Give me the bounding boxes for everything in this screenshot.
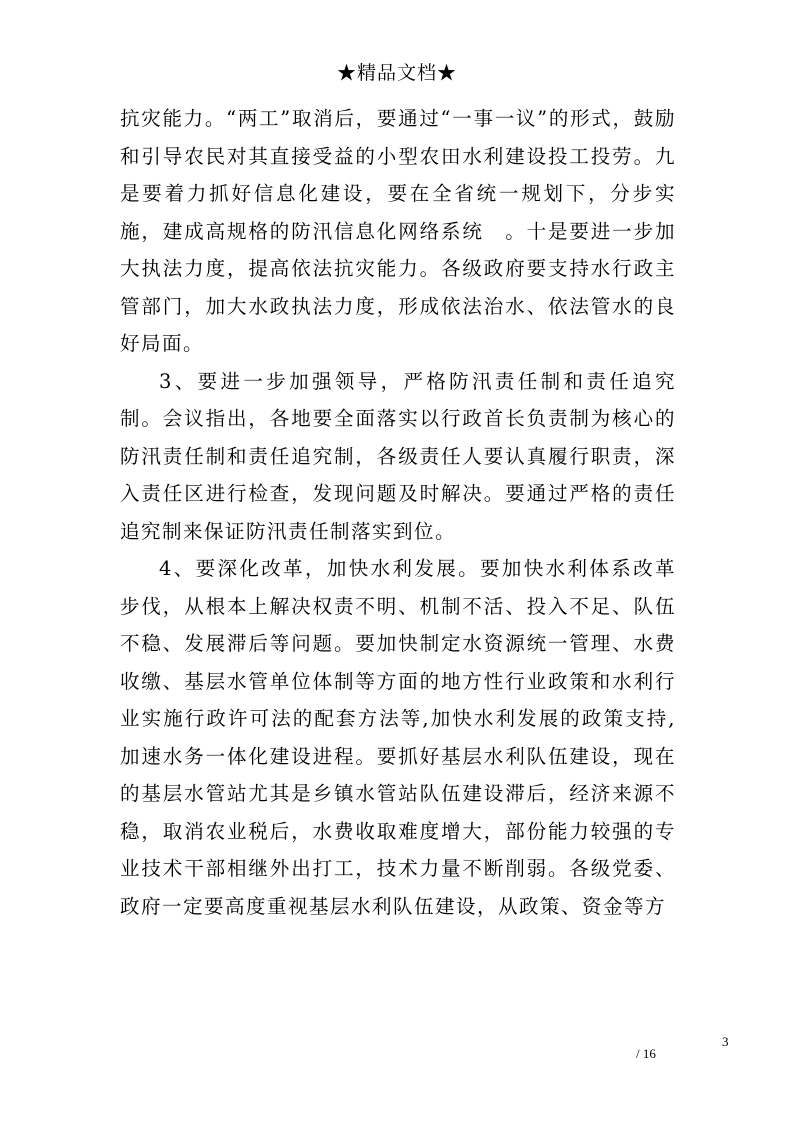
page-number: 3: [722, 1034, 729, 1049]
paragraph-continuation: 抗灾能力。“两工”取消后，要通过“一事一议”的形式，鼓励和引导农民对其直接受益的小型农田水利建设投工投劳。九是要着力抓好信息化建设，要在全省统一规划下，分步实施，建成高规格的防汛信息化网络系统 。十是要进一步加大执法力度，提高依法抗灾能力。各级政府要支持水行政主管部门，加大水政执法力度，形成依法治水、依法管水的良好局面。: [120, 107, 676, 355]
paragraph-item-3: 3、要进一步加强领导，严格防汛责任制和责任追究制。会议指出，各地要全面落实以行政首长负责制为核心的防汛责任制和责任追究制，各级责任人要认真履行职责，深入责任区进行检查，发现问题及时解决。要通过严格的责任追究制来保证防汛责任制落实到位。: [120, 369, 676, 543]
document-body: [120, 100, 676, 925]
page-total: / 16: [636, 1046, 656, 1061]
document-header-title: ★精品文档★: [336, 62, 457, 84]
paragraph-item-4: 4、要深化改革，加快水利发展。要加快水利体系改革步伐，从根本上解决权责不明、机制不活、投入不足、队伍不稳、发展滞后等问题。要加快制定水资源统一管理、水费收缴、基层水管单位体制等方面的地方性行业政策和水利行业实施行政许可法的配套方法等,加快水利发展的政策支持,加速水务一体化建设进程。要抓好基层水利队伍建设，现在的基层水管站尤其是乡镇水管站队伍建设滞后，经济来源不稳，取消农业税后，水费收取难度增大，部份能力较强的专业技术干部相继外出打工，技术力量不断削弱。各级党委、政府一定要高度重视基层水利队伍建设，从政策、资金等方: [120, 557, 676, 918]
